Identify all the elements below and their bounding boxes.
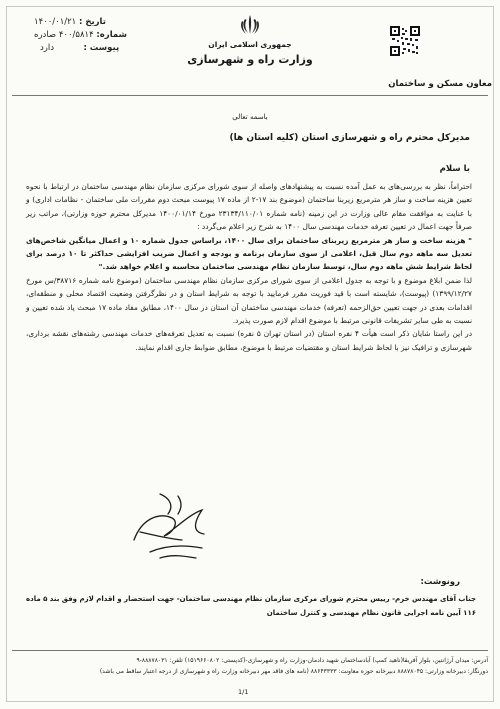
iran-emblem-icon: [238, 13, 262, 37]
footer-address: آدرس: میدان آرژانتین، بلوار آفریقا(ناهید کمپ) آباد‌ساختمان شهید دادمان-وزارت راه و شهرسازی-(کدپستی: ۱۵۱۹۶۶۰۸۰۲) تلفن: ۸۸۸۷۸۰۳۱-۹: [136, 657, 488, 664]
footer-divider: [12, 650, 488, 651]
paragraph-4: در این راستا شایان ذکر است هیأت ۴ نفره استان (در استان تهران ۵ نفره) نسبت به تعدیل تعرفه‌های خدمات مهندسی رشته‌های نقشه برداری، شهرسازی و ترافیک نیز با لحاظ شرایط استان و مقتضیات مرتبط با موضوع، مطابق ضوابط جاری اقدام نمایند.: [26, 329, 473, 352]
signature-image: [120, 488, 230, 568]
greeting: با سلام: [439, 164, 470, 174]
letter-body: [26, 180, 472, 354]
header-divider: [12, 95, 488, 96]
addressee: مدیرکل محترم راه و شهرسازی استان (کلیه استان ها): [229, 133, 470, 143]
republic-title: جمهوری اسلامی ایران: [208, 40, 292, 49]
ministry-title: وزارت راه و شهرسازی: [187, 53, 313, 66]
paragraph-3: لذا ضمن ابلاغ موضوع و با توجه به جدول اعلامی از سوی شورای مرکزی سازمان نظام مهندسی ساختمان (موضوع نامه شماره ۳۸۷۱۶/س مورخ ۱۳۹۹/۱۲/۲۷) (پیوست)، شایسته است با قید فوریت مقرر فرمایید با توجه به شرایط استان و در نظرگرفتن وضعیت اقتصاد محلی و منطقه‌ای، اقدامات بعدی در جهت تعیین حق‌الزحمه (تعرفه) خدمات مهندسی ساختمان آن استان در سال ۱۴۰۰، مطابق مفاد ماده ۱۷ مبحث یاد شده تعیین و نسبت به طی سایر تشریفات قانونی مرتبط با موضوع اقدام لازم صورت پذیرد.: [26, 275, 473, 326]
footer: [10, 655, 488, 677]
paragraph-2-quoted: " هزینه ساخت و ساز هر مترمربع زیربنای ساختمان برای سال ۱۴۰۰، براساس جدول شماره ۱۰ و اعمال میانگین شاخص‌های تعدیل سه ماهه دوم سال قبل، اعلامی از سوی سازمان برنامه و بودجه و اعمال ضریب افزایشی حداکثر تا ۱۰ درصد برای لحاظ شرایط شش ماهه دوم سال، توسط سازمان نظام مهندسی ساختمان محاسبه و اعلام خواهد شد.": [26, 235, 472, 272]
attachment-label: پیوست :: [83, 43, 120, 53]
invocation: باسمه تعالی: [232, 113, 268, 121]
deputy-title: معاون مسکن و ساختمان: [388, 79, 492, 89]
footer-fax: دورنگار: دبیرخانه وزارتی: ۸۸۸۷۸۰۴۵ دبیرخانه حوزه معاونت: ۸۸۶۴۳۳۳۳ (نامه های فاقد مهر دبیرخانه وزارت راه و شهرسازی از درجه اعتبار ساقط می باشد): [99, 668, 488, 675]
number-label: شماره:: [96, 30, 127, 40]
qr-code-icon: [390, 26, 420, 56]
date-value: ۱۴۰۰/۰۱/۲۱: [34, 17, 77, 27]
number-value: ۴۰۰/۵۸۱۴ صادره: [34, 30, 94, 40]
date-row: [34, 16, 106, 28]
date-label: تاریخ :: [78, 17, 106, 27]
number-row: [34, 29, 127, 41]
paragraph-1: احتراماً، نظر به بررسی‌های به عمل آمده نسبت به پیشنهادهای واصله از سوی شورای مرکزی سازمان نظام مهندسی ساختمان در ارتباط با نحوه تعیین هزینه ساخت و ساز هر مترمربع زیربنا ساختمان (موضوع بند ۱۷-۲ از ماده ۱۷ پیوست مبحث دوم مقررات ملی ساختمان - نظامات اداری) و با عنایت به موافقت مقام عالی وزارت در این زمینه (نامه شماره ۲۳۱۳۴/۱۱۰/۰۱ مورخ ۱۴۰۰/۰۱/۱۴ مدیرکل محترم حوزه وزارتی)، مراتب زیر صرفاً جهت اعمال در تعیین تعرفه خدمات مهندسی سال ۱۴۰۰ به شرح زیر اعلام می‌گردد :: [26, 182, 472, 232]
cc-title: رونوشت:: [420, 577, 460, 587]
cc-recipient: جناب آقای مهندس خرم- رییس محترم شورای مرکزی سازمان نظام مهندسی ساختمان- جهت استحضار و اقدام لازم وفق بند ۵ ماده ۱۱۶ آیین نامه اجرایی قانون نظام مهندسی و کنترل ساختمان: [25, 595, 476, 617]
attachment-value: دارد: [40, 43, 55, 53]
page-number: 1/1: [238, 688, 249, 696]
attachment-row: [40, 42, 119, 54]
